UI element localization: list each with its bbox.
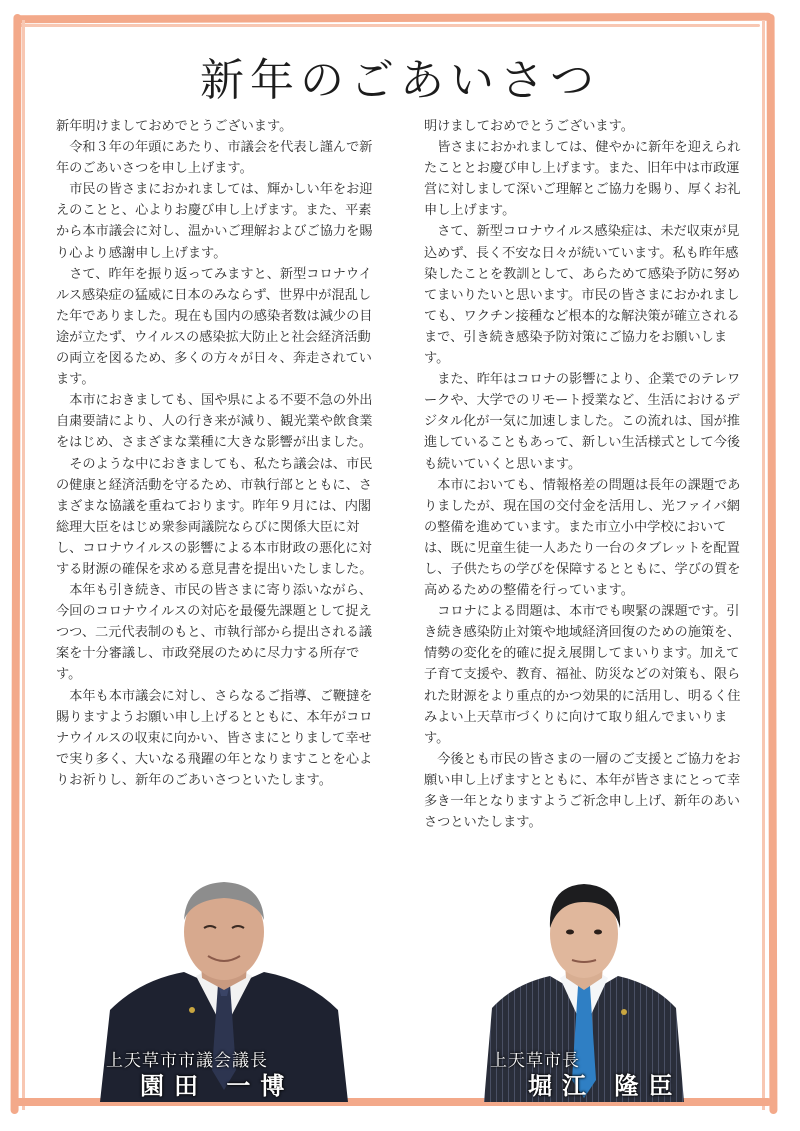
frame-top-stroke <box>14 13 772 24</box>
frame-right-stroke-inner <box>762 20 765 1110</box>
chairman-name: 園田 一博 <box>140 1071 295 1100</box>
frame-left-stroke <box>11 14 22 1114</box>
paragraph: 市民の皆さまにおかれましては、輝かしい年をお迎えのことと、心よりお慶び申し上げます。また、平素から本市議会に対し、温かいご理解およびご協力を賜り心より感謝申し上げます。 <box>56 182 373 261</box>
paragraph: 令和３年の年頭にあたり、市議会を代表し謹んで新年のごあいさつを申し上げます。 <box>56 140 373 177</box>
paragraph: そのような中におきましても、私たち議会は、市民の健康と経済活動を守るため、市執行部とともに、さまざまな協議を重ねております。昨年９月には、内閣総理大臣をはじめ衆参両議院ならびに関係大臣に対し、コロナウイルスの影響による本市財政の悪化に対する財源の確保を求める意見書を提出いたしました。 <box>56 456 373 577</box>
right-column-text <box>424 116 750 833</box>
chairman-portrait <box>100 880 348 1102</box>
frame-top-stroke-inner <box>20 24 760 27</box>
paragraph: また、昨年はコロナの影響により、企業でのテレワークや、大学でのリモート授業など、生活におけるデジタル化が一気に加速しました。この流れは、国が推進していることもあって、新しい生活様式として今後も続いていくと思います。 <box>424 372 741 472</box>
mayor-name: 堀江 隆臣 <box>528 1071 683 1100</box>
paragraph: さて、昨年を振り返ってみますと、新型コロナウイルス感染症の猛威に日本のみならず、世界中が混乱した年でありました。現在も国内の感染者数は減少の目途が立たず、ウイルスの感染拡大防止と社会経済活動の両立を図るため、多くの方々が日々、奔走されています。 <box>56 266 373 388</box>
paragraph: 本市におきましても、国や県による不要不急の外出自粛要請により、人の行き来が減り、観光業や飲食業をはじめ、さまざまな業種に大きな影響が出ました。 <box>56 393 373 451</box>
left-column-text <box>56 116 382 791</box>
paragraph: 皆さまにおかれましては、健やかに新年を迎えられたこととお慶び申し上げます。また、旧年中は市政運営に対しまして深いご理解とご協力を賜り、厚くお礼申し上げます。 <box>424 140 741 219</box>
paragraph: 新年明けましておめでとうございます。 <box>56 119 293 134</box>
page-title: 新年のごあいさつ <box>200 55 600 106</box>
paragraph: さて、新型コロナウイルス感染症は、未だ収束が見込めず、長く不安な日々が続いています。私も昨年感染したことを教訓として、あらためて感染予防に努めてまいりたいと思います。市民の皆さまにおかれましても、ワクチン接種など根本的な解決策が確立されるまで、引き続き感染予防対策にご協力をお願いします。 <box>424 224 741 367</box>
paragraph: 明けましておめでとうございます。 <box>424 119 634 134</box>
paragraph: コロナによる問題は、本市でも喫緊の課題です。引き続き感染防止対策や地域経済回復のための施策を、情勢の変化を的確に捉え展開してまいります。加えて子育て支援や、教育、福祉、防災などの対策も、限られた財源をより重点的かつ効果的に活用し、明るく住みよい上天草市づくりに向けて取り組んでまいります。 <box>424 604 741 746</box>
paragraph: 今後とも市民の皆さまの一層のご支援とご協力をお願い申し上げますとともに、本年が皆さまにとって幸多き一年となりますようご祈念申し上げ、新年のあいさつといたします。 <box>424 751 741 831</box>
chairman-title: 上天草市市議会議長 <box>106 1051 268 1071</box>
frame-right-stroke <box>767 14 778 1114</box>
frame-left-stroke-inner <box>22 20 25 1110</box>
mayor-title: 上天草市長 <box>490 1051 580 1071</box>
paragraph: 本市においても、情報格差の問題は長年の課題でありましたが、現在国の交付金を活用し、光ファイバ網の整備を進めています。また市立小中学校においては、既に児童生徒一人あたり一台のタブレットを配置し、子供たちの学びを保障するとともに、学びの質を高めるための整備を行っています。 <box>424 477 741 599</box>
mayor-portrait <box>484 880 684 1102</box>
paragraph: 本年も引き続き、市民の皆さまに寄り添いながら、今回のコロナウイルスの対応を最優先課題として捉えつつ、二元代表制のもと、市執行部から提出される議案を十分審議し、市政発展のために尽力する所存です。 <box>56 583 372 683</box>
paragraph: 本年も本市議会に対し、さらなるご指導、ご鞭撻を賜りますようお願い申し上げるとともに、本年がコロナウイルスの収束に向かい、皆さまにとりまして幸せで実り多く、大いなる飛躍の年となりますことを心よりお祈りし、新年のごあいさつといたします。 <box>56 688 373 788</box>
